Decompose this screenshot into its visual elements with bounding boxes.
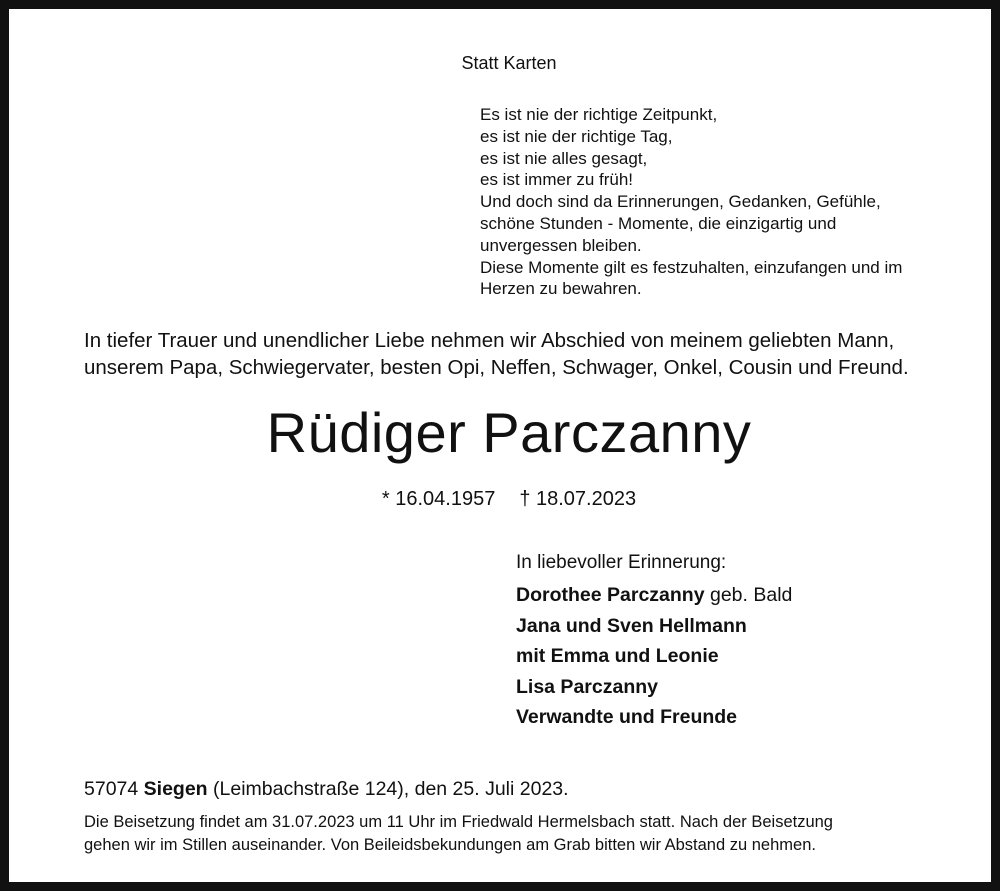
mourner-line: mit Emma und Leonie <box>516 645 719 668</box>
deceased-name: Rüdiger Parczanny <box>266 401 752 464</box>
mourner-name: Dorothee Parczanny <box>516 584 705 606</box>
intro-text <box>84 327 909 381</box>
postal-code: 57074 <box>84 778 139 800</box>
poem-line: es ist immer zu früh! <box>480 170 634 190</box>
death-date: † 18.07.2023 <box>519 488 637 510</box>
mourner-line <box>516 580 792 611</box>
intro-line: In tiefer Trauer und unendlicher Liebe nehmen wir Abschied von meinem geliebten Mann, <box>84 329 895 352</box>
address-and-date: (Leimbachstraße 124), den 25. Juli 2023. <box>213 778 569 800</box>
poem-line: schöne Stunden - Momente, die einzigartig und <box>480 213 837 233</box>
poem <box>480 104 902 300</box>
mourner-line: Verwandte und Freunde <box>516 706 738 729</box>
mourners-lead: In liebevoller Erinnerung: <box>516 552 727 573</box>
city: Siegen <box>143 778 208 800</box>
poem-line: Und doch sind da Erinnerungen, Gedanken, Gefühle, <box>480 192 881 212</box>
intro-line: unserem Papa, Schwiegervater, besten Opi, Neffen, Schwager, Onkel, Cousin und Freund. <box>84 356 909 379</box>
life-dates <box>9 486 1000 512</box>
mourners-list <box>516 580 792 733</box>
poem-line: es ist nie der richtige Tag, <box>480 126 673 146</box>
poem-line: Diese Momente gilt es festzuhalten, einzufangen und im <box>480 257 903 277</box>
poem-line: es ist nie alles gesagt, <box>480 148 648 168</box>
poem-line: Es ist nie der richtige Zeitpunkt, <box>480 105 718 124</box>
funeral-notice <box>84 811 833 857</box>
funeral-line: gehen wir im Stillen auseinander. Von Beileidsbekundungen am Grab bitten wir Abstand zu nehmen. <box>84 836 816 854</box>
mourner-line: Lisa Parczanny <box>516 675 658 698</box>
mourner-line: Jana und Sven Hellmann <box>516 614 747 637</box>
funeral-line: Die Beisetzung findet am 31.07.2023 um 11 Uhr im Friedwald Hermelsbach statt. Nach der Beisetzung <box>84 813 833 831</box>
poem-line: Herzen zu bewahren. <box>480 279 642 299</box>
place-and-date <box>84 776 569 802</box>
poem-line: unvergessen bleiben. <box>480 235 642 255</box>
birth-date: * 16.04.1957 <box>381 488 496 510</box>
mourner-maiden-name: geb. Bald <box>709 584 793 606</box>
header-statt-karten: Statt Karten <box>461 53 557 73</box>
